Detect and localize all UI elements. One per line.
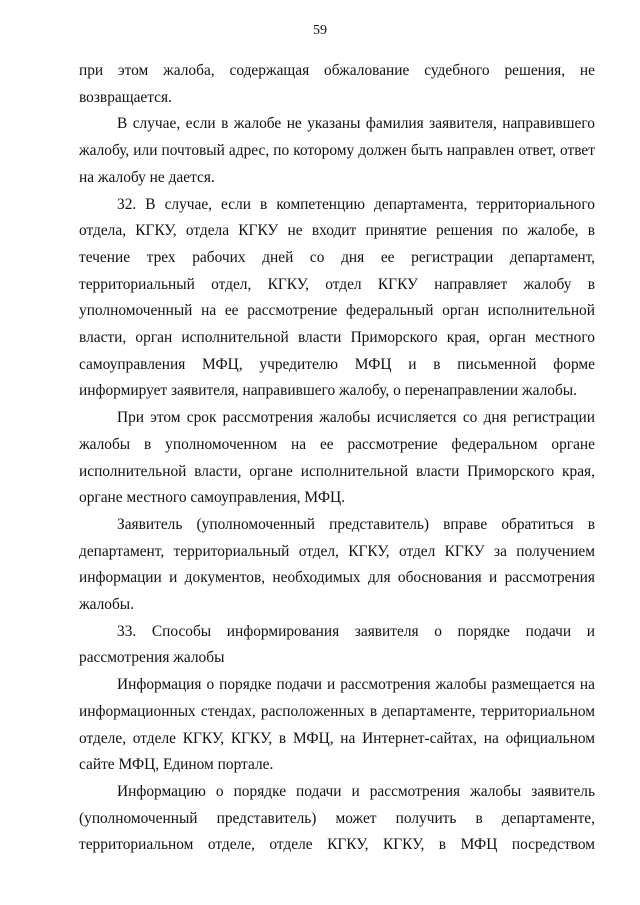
paragraph-info-placement: Информация о порядке подачи и рассмотрения жалобы размещается на информационных стендах, расположенных в департаменте, территориальном отделе, отделе КГКУ, КГКУ, в МФЦ, на Интернет-сайтах, на официальном сайте МФЦ, Едином портале.	[79, 676, 595, 774]
paragraph-applicant-rights: Заявитель (уполномоченный представитель) вправе обратиться в департамент, территориальный отдел, КГКУ, отдел КГКУ за получением информации и документов, необходимых для обоснования и рассмотрения жалобы.	[79, 515, 595, 614]
paragraph-info-obtaining: Информацию о порядке подачи и рассмотрения жалобы заявитель (уполномоченный представитель) может получить в департаменте, территориальном отделе, отделе КГКУ, КГКУ, в МФЦ посредством	[79, 782, 595, 854]
paragraph-no-name-address: В случае, если в жалобе не указаны фамилия заявителя, направившего жалобу, или почтовый адрес, по которому должен быть направлен ответ, ответ на жалобу не дается.	[79, 115, 595, 186]
paragraph-continuation: при этом жалоба, содержащая обжалование судебного решения, не возвращается.	[79, 62, 595, 106]
document-body	[79, 58, 595, 859]
paragraph-32: 32. В случае, если в компетенцию департамента, территориального отдела, КГКУ, отдела КГКУ не входит принятие решения по жалобе, в течение трех рабочих дней со дня ее регистрации департамент, территориальный отдел, КГКУ, отдел КГКУ направляет жалобу в уполномоченный на ее рассмотрение федеральный орган исполнительной власти, орган исполнительной власти Приморского края, орган местного самоуправления МФЦ, учредителю МФЦ и в письменной форме информирует заявителя, направившего жалобу, о перенаправлении жалобы.	[79, 195, 595, 400]
page-number: 59	[313, 23, 327, 38]
paragraph-term-calculation: При этом срок рассмотрения жалобы исчисляется со дня регистрации жалобы в уполномоченном на ее рассмотрение федеральном органе исполнительной власти, органе исполнительной власти Приморского края, органе местного самоуправления, МФЦ.	[79, 409, 595, 507]
paragraph-33-heading: 33. Способы информирования заявителя о порядке подачи и рассмотрения жалобы	[79, 622, 595, 667]
